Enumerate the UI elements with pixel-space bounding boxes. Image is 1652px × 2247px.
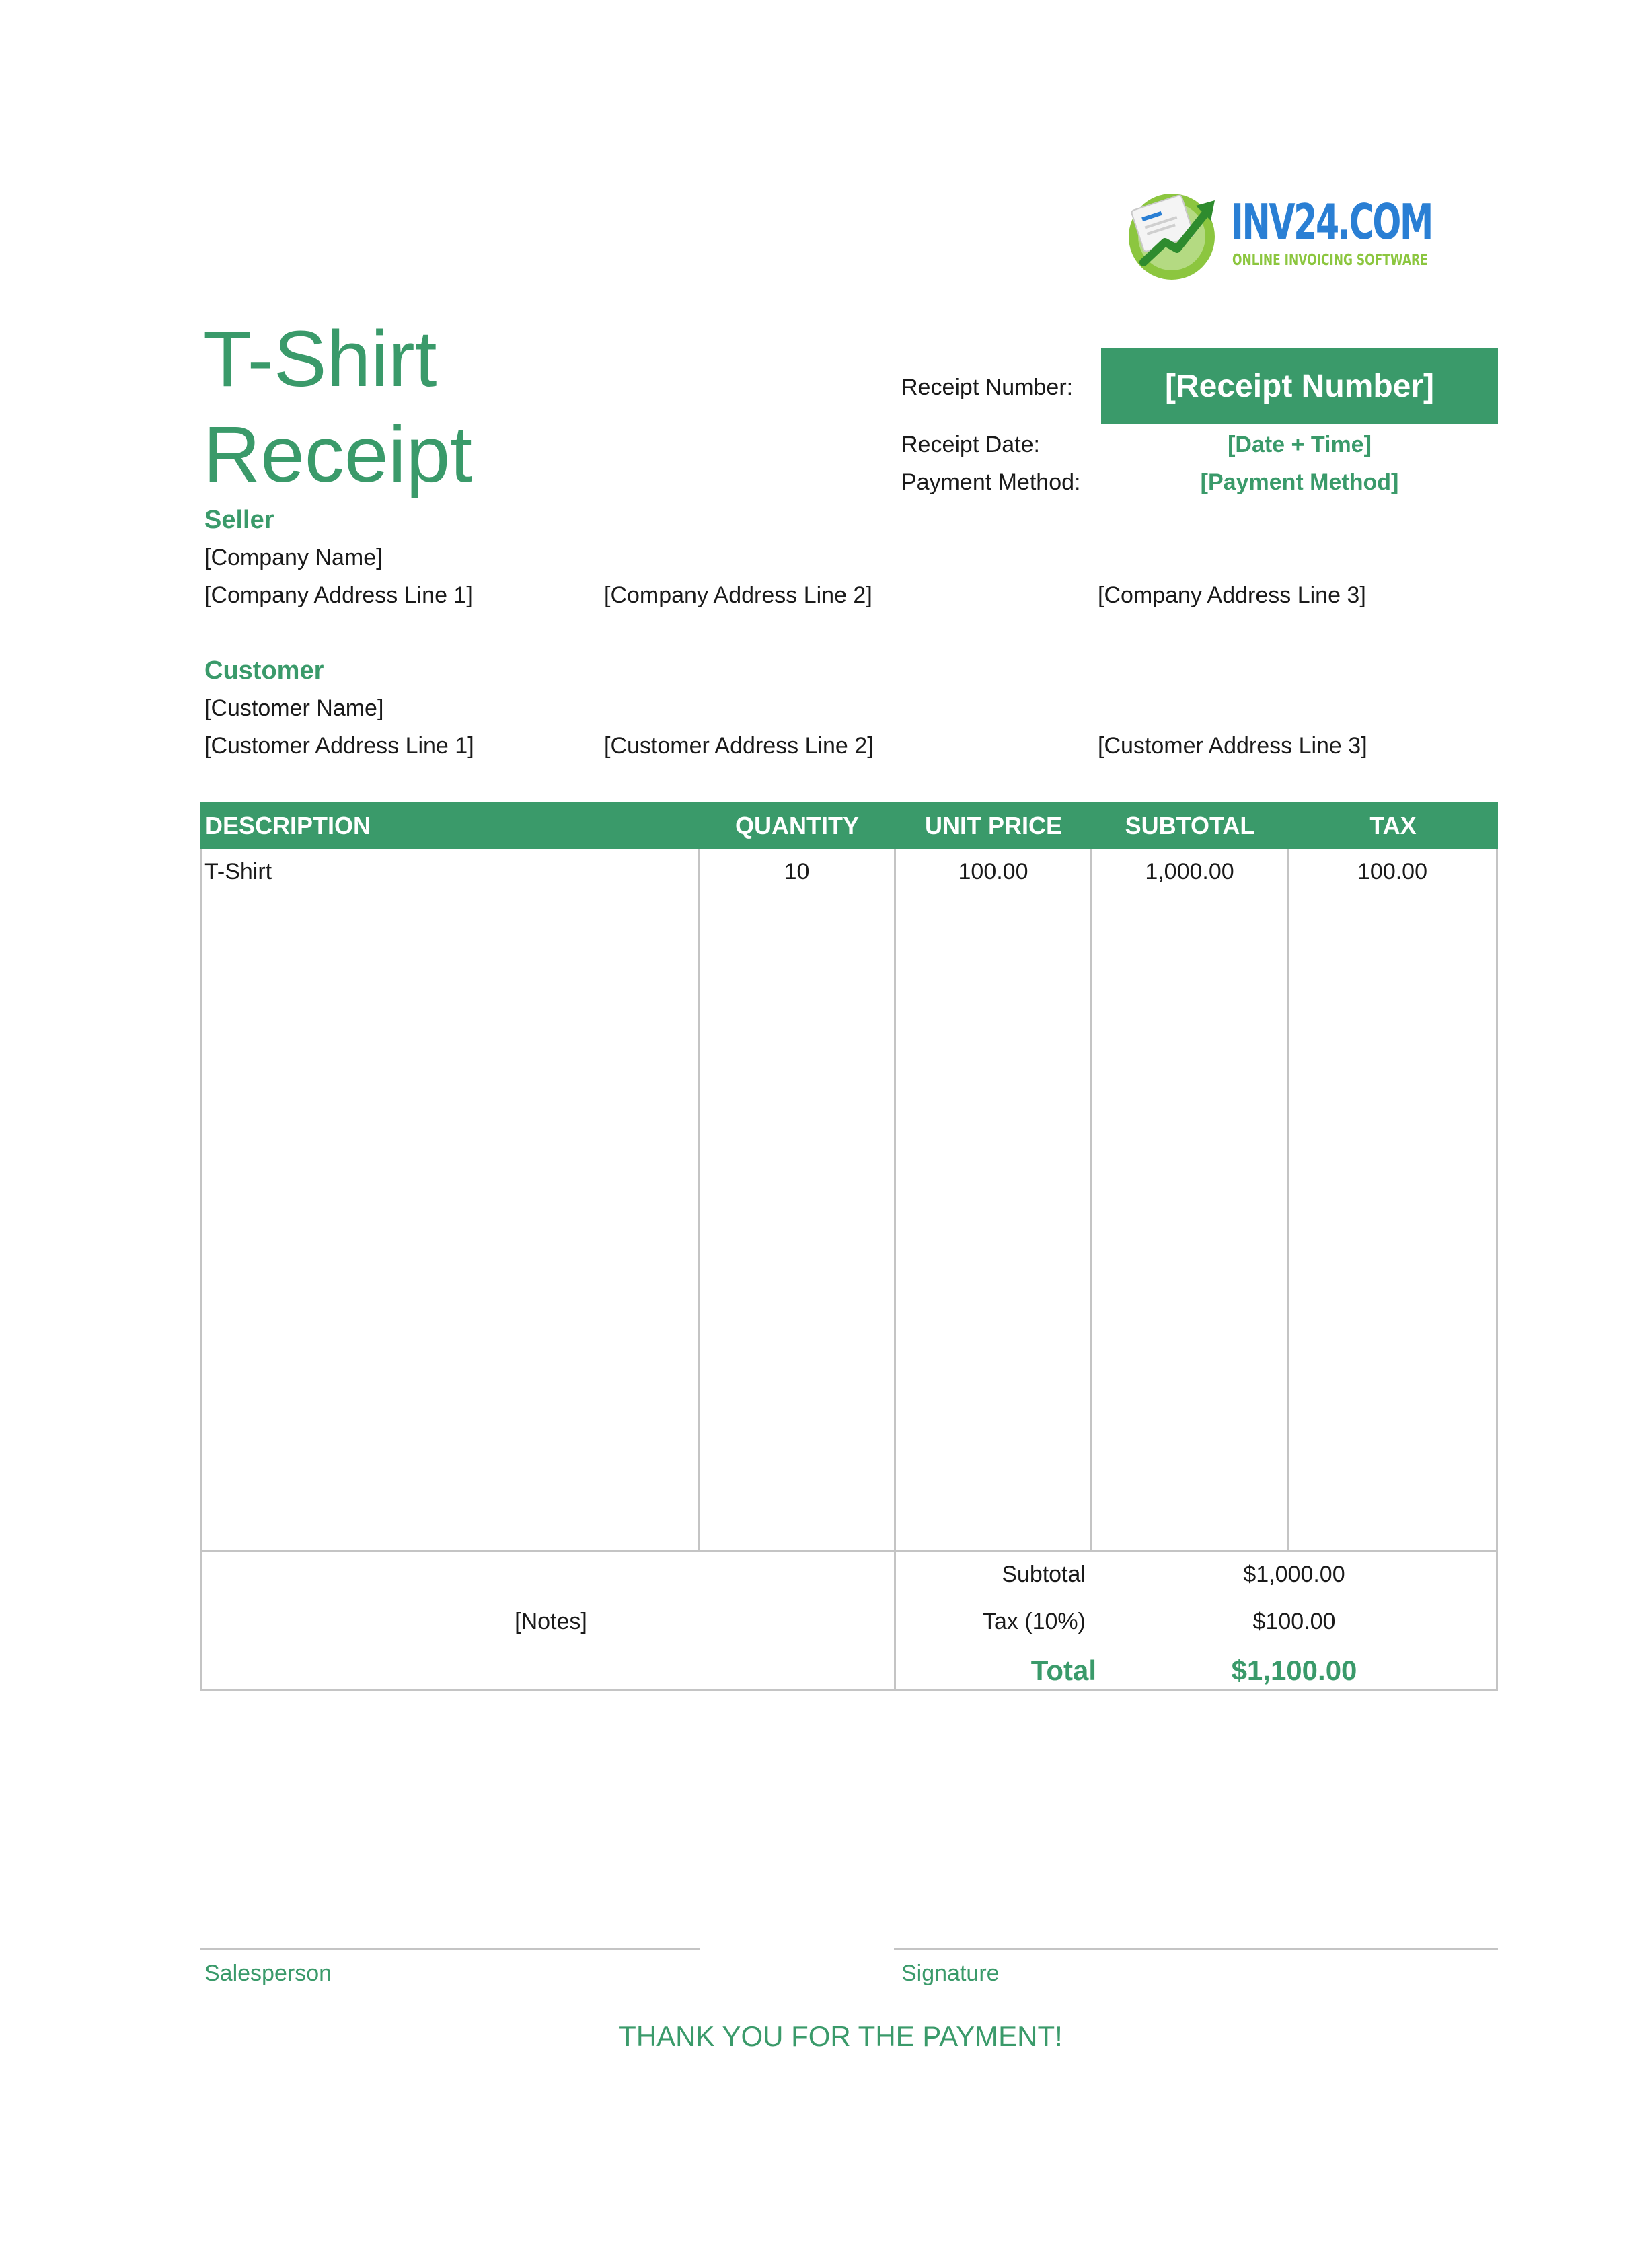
table-border-right bbox=[1496, 849, 1498, 1691]
logo bbox=[1123, 182, 1432, 282]
col-divider bbox=[1090, 849, 1092, 1550]
table-border-left bbox=[200, 849, 202, 1691]
customer-address-line-2[interactable]: [Customer Address Line 2] bbox=[604, 733, 874, 759]
seller-heading: Seller bbox=[204, 506, 274, 534]
receipt-number-value[interactable]: [Receipt Number] bbox=[1101, 348, 1498, 424]
col-header-subtotal: SUBTOTAL bbox=[1125, 812, 1255, 839]
col-header-description: DESCRIPTION bbox=[205, 812, 371, 839]
col-header-unit-price: UNIT PRICE bbox=[924, 812, 1062, 839]
tax-label: Tax (10%) bbox=[982, 1609, 1086, 1634]
cell-tax[interactable]: 100.00 bbox=[1357, 859, 1427, 884]
table-rows-divider bbox=[200, 1550, 1498, 1552]
page-title-line-2: Receipt bbox=[203, 410, 473, 499]
logo-tagline: ONLINE INVOICING SOFTWARE bbox=[1232, 252, 1428, 269]
logo-emblem-icon bbox=[1123, 182, 1224, 282]
customer-address-line-3[interactable]: [Customer Address Line 3] bbox=[1098, 733, 1367, 759]
receipt-number-label: Receipt Number: bbox=[901, 375, 1074, 400]
items-table-header bbox=[200, 802, 1498, 849]
cell-subtotal[interactable]: 1,000.00 bbox=[1145, 859, 1234, 884]
col-header-tax: TAX bbox=[1369, 812, 1417, 839]
payment-method-value[interactable]: [Payment Method] bbox=[1200, 469, 1399, 495]
signature-label[interactable]: Signature bbox=[901, 1960, 1000, 1986]
salesperson-label[interactable]: Salesperson bbox=[204, 1960, 332, 1986]
subtotal-value: $1,000.00 bbox=[1243, 1562, 1345, 1587]
payment-method-label: Payment Method: bbox=[901, 469, 1081, 495]
subtotal-label: Subtotal bbox=[1002, 1562, 1086, 1587]
receipt-date-label: Receipt Date: bbox=[901, 432, 1040, 457]
customer-address-line-1[interactable]: [Customer Address Line 1] bbox=[204, 733, 474, 759]
cell-quantity[interactable]: 10 bbox=[784, 859, 810, 884]
logo-name: INV24.COM bbox=[1231, 194, 1432, 250]
customer-name[interactable]: [Customer Name] bbox=[204, 695, 384, 721]
total-value: $1,100.00 bbox=[1231, 1654, 1357, 1686]
col-divider bbox=[894, 849, 896, 1690]
seller-company-name[interactable]: [Company Name] bbox=[204, 545, 383, 570]
col-divider bbox=[1287, 849, 1289, 1550]
signature-line bbox=[894, 1948, 1498, 1950]
seller-address-line-3[interactable]: [Company Address Line 3] bbox=[1098, 582, 1366, 608]
seller-address-line-1[interactable]: [Company Address Line 1] bbox=[204, 582, 473, 608]
total-label: Total bbox=[1030, 1654, 1096, 1686]
notes[interactable]: [Notes] bbox=[515, 1609, 587, 1634]
receipt-date-value[interactable]: [Date + Time] bbox=[1228, 432, 1372, 457]
cell-description[interactable]: T-Shirt bbox=[204, 859, 272, 884]
col-header-quantity: QUANTITY bbox=[735, 812, 859, 839]
page-title-line-1: T-Shirt bbox=[203, 315, 437, 404]
thank-you-message: THANK YOU FOR THE PAYMENT! bbox=[619, 2020, 1063, 2052]
col-divider bbox=[698, 849, 700, 1550]
cell-unit-price[interactable]: 100.00 bbox=[958, 859, 1028, 884]
salesperson-line bbox=[200, 1948, 700, 1950]
tax-value: $100.00 bbox=[1252, 1609, 1336, 1634]
table-border-bottom bbox=[200, 1689, 1498, 1691]
customer-heading: Customer bbox=[204, 656, 324, 685]
seller-address-line-2[interactable]: [Company Address Line 2] bbox=[604, 582, 872, 608]
